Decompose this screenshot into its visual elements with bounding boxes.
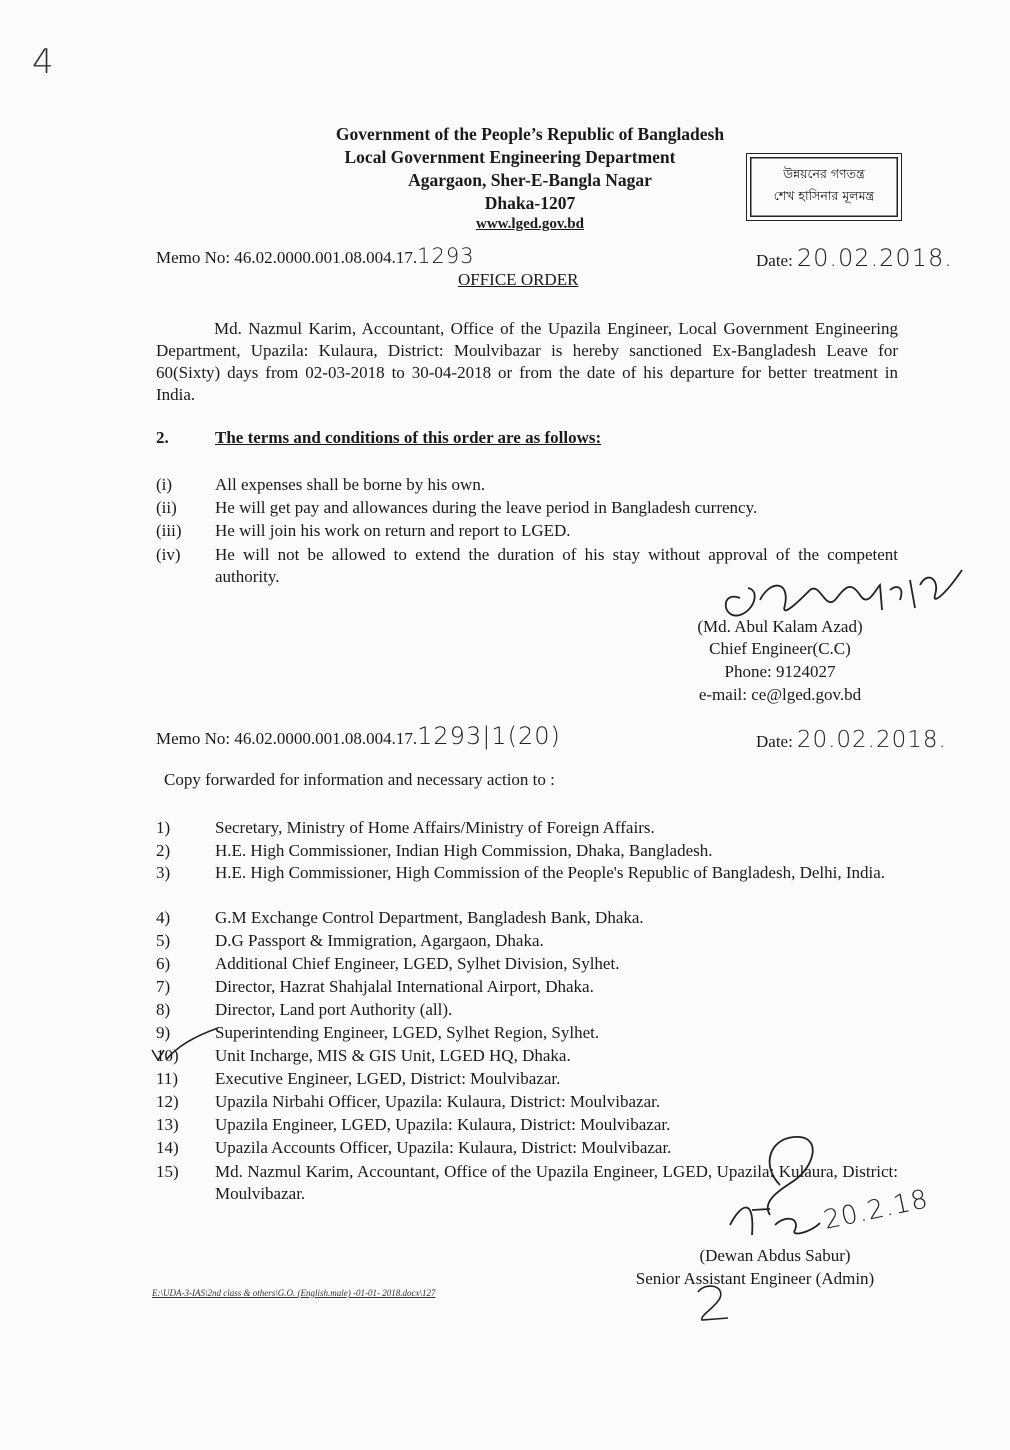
recipient-number: 1) (156, 818, 171, 837)
header-website: www.lged.gov.bd (476, 216, 584, 232)
tick-mark (148, 1020, 228, 1070)
recipient-text: Superintending Engineer, LGED, Sylhet Region, Sylhet. (215, 1023, 600, 1042)
memo-number-2 (156, 722, 561, 750)
recipient-number: 9) (156, 1023, 171, 1042)
signatory-2-name: (Dewan Abdus Sabur) (699, 1246, 851, 1265)
section-2-heading-text: The terms and conditions of this order are as follows: (215, 428, 602, 447)
signatory-1-name: (Md. Abul Kalam Azad) (697, 617, 863, 636)
header-city: Dhaka-1207 (484, 193, 576, 213)
handwritten-page-mark: 4 (32, 42, 54, 82)
condition-number: (iv) (156, 545, 181, 564)
handwritten-memo-no: 1293 (417, 244, 475, 268)
recipient-text: D.G Passport & Immigration, Agargaon, Dhaka. (215, 931, 544, 950)
recipient-text: H.E. High Commissioner, High Commission of the People's Republic of Bangladesh, Delhi, India. (215, 863, 886, 882)
recipient-number: 3) (156, 863, 171, 882)
recipient-text: Director, Hazrat Shahjalal International Airport, Dhaka. (215, 977, 594, 996)
signatory-1-email: e-mail: ce@lged.gov.bd (698, 685, 862, 704)
signature-senior-assistant-engineer (700, 1125, 940, 1245)
slogan-line-2: শেখ হাসিনার মূলমন্ত্র (773, 188, 875, 203)
recipient-number: 8) (156, 1000, 171, 1019)
memo-prefix: Memo No: 46.02.0000.001.08.004.17. (156, 729, 418, 748)
recipient-text: Secretary, Ministry of Home Affairs/Ministry of Foreign Affairs. (215, 818, 655, 837)
copy-forwarded-line: Copy forwarded for information and necessary action to : (164, 770, 555, 789)
signatory-1-phone: Phone: 9124027 (724, 662, 836, 681)
recipient-number: 5) (156, 931, 171, 950)
recipient-number: 12) (156, 1092, 179, 1111)
memo-date-1 (756, 244, 953, 272)
condition-number: (i) (156, 475, 173, 494)
handwritten-memo-no: 1293|1(20) (417, 722, 561, 750)
section-2-number: 2. (156, 428, 169, 447)
handwritten-date: 20.02.2018. (796, 244, 953, 272)
handwritten-mark-2 (690, 1280, 740, 1325)
recipient-number: 2) (156, 841, 171, 860)
office-order-title: OFFICE ORDER (458, 270, 579, 289)
recipient-number: 10) (156, 1046, 179, 1065)
recipient-text: Director, Land port Authority (all). (215, 1000, 453, 1019)
signatory-1-designation: Chief Engineer(C.C) (709, 639, 851, 658)
header-address: Agargaon, Sher-E-Bangla Nagar (408, 170, 652, 190)
body-paragraph: Md. Nazmul Karim, Accountant, Office of the Upazila Engineer, Local Government Engineering Department, Upazila: Kulaura, District: Moulvibazar is hereby sanctioned Ex-Bangladesh Leave for 60(Sixty) days from 02-03-2018 to 30-04-2018 or from the date of his departure for better treatment in India. (156, 319, 898, 404)
recipient-text: Executive Engineer, LGED, District: Moulvibazar. (215, 1069, 561, 1088)
recipient-number: 4) (156, 908, 171, 927)
recipient-text: Upazila Nirbahi Officer, Upazila: Kulaura, District: Moulvibazar. (215, 1092, 661, 1111)
condition-text: All expenses shall be borne by his own. (215, 475, 486, 494)
signatory-2-designation: Senior Assistant Engineer (Admin) (635, 1269, 875, 1288)
slogan-line-1: উন্নয়নের গণতন্ত্র (783, 166, 865, 181)
recipient-text: G.M Exchange Control Department, Bangladesh Bank, Dhaka. (215, 908, 644, 927)
date-label: Date: (756, 251, 793, 270)
recipient-text: Md. Nazmul Karim, Accountant, Office of the Upazila Engineer, LGED, Upazila: Kulaura, District: Moulvibazar. (215, 1162, 898, 1203)
recipient-number: 7) (156, 977, 171, 996)
handwritten-date: 20.02.2018. (796, 727, 947, 753)
recipient-number: 15) (156, 1162, 179, 1181)
condition-number: (ii) (156, 498, 177, 517)
memo-number-1 (156, 244, 475, 268)
recipient-number: 13) (156, 1115, 179, 1134)
recipient-text: Additional Chief Engineer, LGED, Sylhet Division, Sylhet. (215, 954, 620, 973)
header-government: Government of the People’s Republic of Bangladesh (335, 124, 725, 144)
recipient-text: H.E. High Commissioner, Indian High Commission, Dhaka, Bangladesh. (215, 841, 713, 860)
list-item (0, 497, 1010, 519)
list-item (0, 520, 1010, 542)
date-label: Date: (756, 732, 793, 751)
footer-file-path: E:\UDA-3-IAS\2nd class & others\G.O. (English.male) -01-01- 2018.docx\127 (152, 1288, 436, 1298)
recipient-text: Upazila Accounts Officer, Upazila: Kulaura, District: Moulvibazar. (215, 1138, 672, 1157)
list-item (0, 474, 1010, 496)
recipient-text: Upazila Engineer, LGED, Upazila: Kulaura, District: Moulvibazar. (215, 1115, 671, 1134)
header-department: Local Government Engineering Department (344, 147, 676, 167)
condition-text: He will join his work on return and report to LGED. (215, 521, 571, 540)
recipient-number: 6) (156, 954, 171, 973)
memo-prefix: Memo No: 46.02.0000.001.08.004.17. (156, 248, 418, 267)
recipient-text: Unit Incharge, MIS & GIS Unit, LGED HQ, Dhaka. (215, 1046, 571, 1065)
recipient-number: 11) (156, 1069, 179, 1088)
condition-number: (iii) (156, 521, 182, 540)
slogan-box (746, 153, 902, 221)
signature-2-handwritten-date: 20.2.18 (821, 1184, 932, 1236)
recipient-number: 14) (156, 1138, 179, 1157)
condition-text: He will get pay and allowances during the leave period in Bangladesh currency. (215, 498, 758, 517)
section-2-heading (215, 428, 601, 448)
memo-date-2 (756, 727, 947, 753)
condition-text: He will not be allowed to extend the duration of his stay without approval of the competent authority. (215, 545, 898, 586)
